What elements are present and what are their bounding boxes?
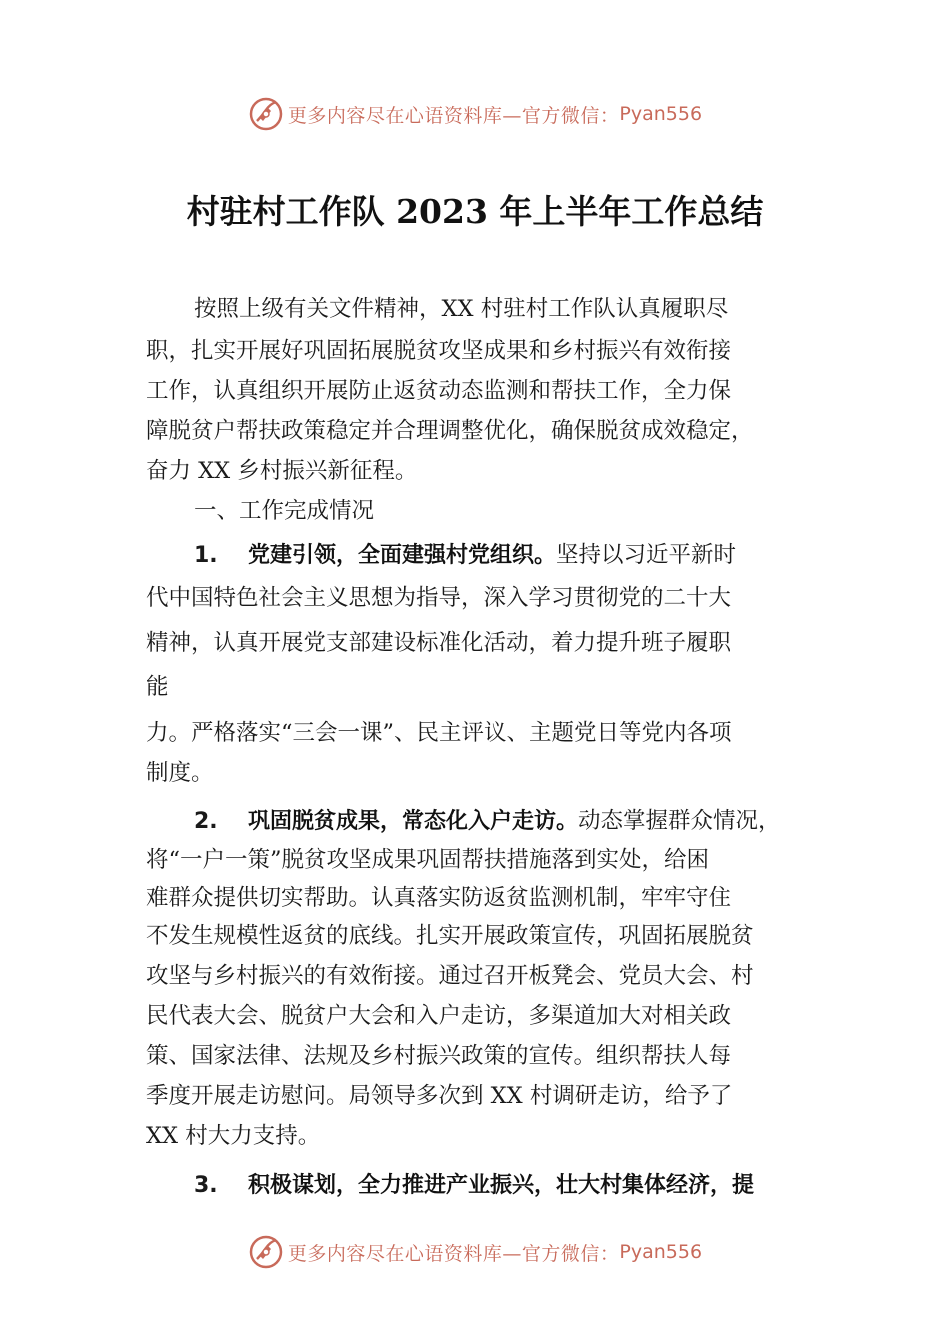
item-3-first-line [194,1168,754,1199]
item-2-line-5: 民代表大会、脱贫户大会和入户走访，多渠道加大对相关政 [146,1003,732,1029]
pen-circle-logo-icon [248,1234,284,1270]
item-2-first-line [194,803,781,835]
watermark-wechat-id: Pyan556 [619,1241,703,1263]
watermark-wechat-id: Pyan556 [619,103,703,125]
item-1-first-line [194,537,736,569]
intro-line-2: 职，扎实开展好巩固拓展脱贫攻坚成果和乡村振兴有效衔接 [146,338,732,364]
item-1-line-1: 代中国特色社会主义思想为指导，深入学习贯彻党的二十大 [146,585,732,611]
item-2-first-rest: 动态掌握群众情况， [578,808,781,834]
intro-line-3: 工作，认真组织开展防止返贫动态监测和帮扶工作，全力保 [146,378,732,404]
intro-line-4: 障脱贫户帮扶政策稳定并合理调整优化，确保脱贫成效稳定， [146,418,754,444]
item-1-line-5: 制度。 [146,760,214,786]
item-1-line-4: 力。严格落实“三会一课”、民主评议、主题党日等党内各项 [146,720,732,746]
item-1-number: 1. [194,543,218,568]
item-1-heading: 党建引领，全面建强村党组织。 [248,543,557,568]
item-2-line-7: 季度开展走访慰问。局领导多次到 XX 村调研走访，给予了 [146,1083,733,1109]
item-1-first-rest: 坚持以习近平新时 [556,542,737,568]
item-2-number: 2. [194,809,218,834]
pen-circle-logo-icon [248,96,284,132]
item-1-line-3: 能 [146,674,169,700]
item-2-line-8: XX 村大力支持。 [146,1123,321,1149]
header-watermark [0,94,950,134]
item-2-line-4: 攻坚与乡村振兴的有效衔接。通过召开板凳会、党员大会、村 [146,963,754,989]
item-2-line-3: 不发生规模性返贫的底线。扎实开展政策宣传，巩固拓展脱贫 [146,923,754,949]
item-3-heading: 积极谋划，全力推进产业振兴，壮大村集体经济，提 [248,1173,755,1198]
watermark-text: 更多内容尽在心语资料库—官方微信： [287,104,620,127]
watermark-text: 更多内容尽在心语资料库—官方微信： [287,1242,620,1265]
intro-line-1: 按照上级有关文件精神，XX 村驻村工作队认真履职尽 [194,296,729,322]
section-heading: 一、工作完成情况 [194,498,375,524]
intro-line-5: 奋力 XX 乡村振兴新征程。 [146,458,418,484]
item-1-line-2: 精神，认真开展党支部建设标准化活动，着力提升班子履职 [146,630,732,656]
item-2-line-6: 策、国家法律、法规及乡村振兴政策的宣传。组织帮扶人每 [146,1043,732,1069]
item-3-number: 3. [194,1173,218,1198]
item-2-heading: 巩固脱贫成果，常态化入户走访。 [248,809,579,834]
footer-watermark [0,1232,950,1272]
item-2-line-2: 难群众提供切实帮助。认真落实防返贫监测机制，牢牢守住 [146,885,732,911]
item-2-line-1: 将“一户一策”脱贫攻坚成果巩固帮扶措施落到实处，给困 [146,847,710,873]
document-title: 村驻村工作队 2023 年上半年工作总结 [186,192,764,231]
